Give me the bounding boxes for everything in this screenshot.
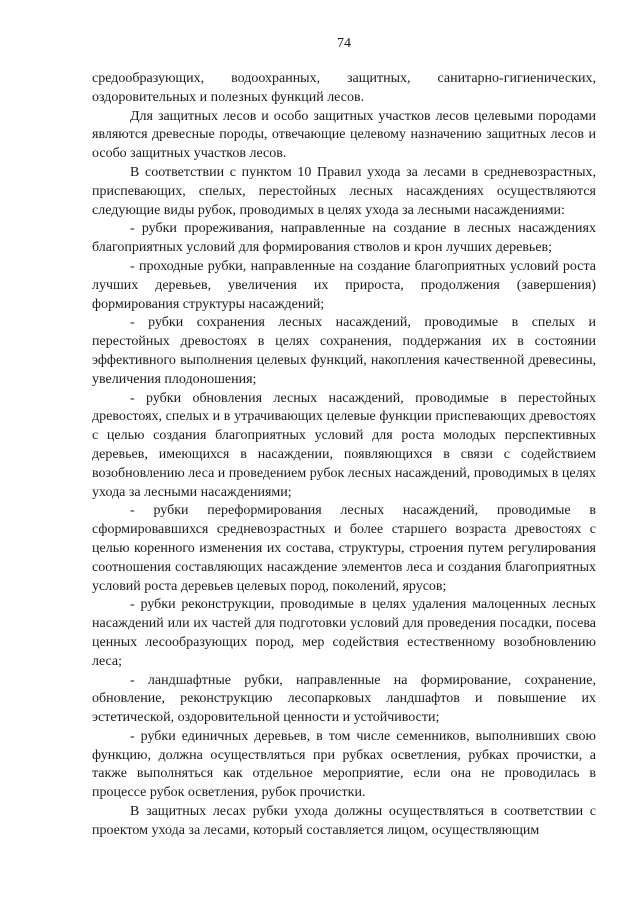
- paragraph-rules-point-10: В соответствии с пунктом 10 Правил ухода за лесами в средневозрастных, приспевающих, спелых, перестойных лесных насаждениях осуществляются следующие виды рубок, проводимых в целях ухода за лесными насаждениями:: [92, 164, 596, 218]
- list-item-preservation-cutting: - рубки сохранения лесных насаждений, проводимые в спелых и перестойных древостоях в целях сохранения, поддержания их в состоянии эффективного выполнения целевых функций, накопления качественной древесины, увеличения плодоношения;: [92, 315, 596, 387]
- list-item-passage-cutting: - проходные рубки, направленные на создание благоприятных условий роста лучших деревьев, увеличения их прироста, продолжения (завершения) формирования структуры насаждений;: [92, 258, 596, 312]
- list-item-reformation-cutting: - рубки переформирования лесных насаждений, проводимые в сформировавшихся средневозрастных и более старшего возраста древостоях с целью коренного изменения их состава, структуры, строения путем регулирования соотношения составляющих насаждение элементов леса и создания благоприятных условий роста деревьев целевых пород, поколений, ярусов;: [92, 503, 596, 594]
- document-body: [92, 70, 596, 841]
- paragraph-protective-forests: В защитных лесах рубки ухода должны осуществляться в соответствии с проектом ухода за лесами, который составляется лицом, осуществляющим: [92, 804, 596, 838]
- document-page: [92, 34, 596, 841]
- page-number: 74: [337, 36, 351, 51]
- list-item-reconstruction-cutting: - рубки реконструкции, проводимые в целях удаления малоценных лесных насаждений или их частей для подготовки условий для проведения посадки, посева ценных лесообразующих пород, мер содействия естественному возобновлению леса;: [92, 597, 596, 669]
- list-item-renewal-cutting: - рубки обновления лесных насаждений, проводимые в перестойных древостоях, спелых и в утрачивающих целевые функции приспевающих древостоях с целью создания благоприятных условий для роста молодых перспективных деревьев, имеющихся в насаждении, появляющихся в связи с содействием возобновлению леса и проведением рубок лесных насаждений, проводимых в целях ухода за лесными насаждениями;: [92, 390, 596, 500]
- paragraph-continuation: средообразующих, водоохранных, защитных, санитарно-гигиенических, оздоровительных и полезных функций лесов.: [92, 71, 596, 105]
- list-item-single-tree-cutting: - рубки единичных деревьев, в том числе семенников, выполнивших свою функцию, должна осуществляться при рубках осветления, рубках прочистки, а также выполняться как отдельное мероприятие, если она не проводилась в процессе рубок осветления, рубок прочистки.: [92, 728, 596, 801]
- paragraph-target-species: Для защитных лесов и особо защитных участков лесов целевыми породами являются древесные породы, отвечающие целевому назначению защитных лесов и особо защитных участков лесов.: [92, 108, 596, 162]
- list-item-thinning: - рубки прореживания, направленные на создание в лесных насаждениях благоприятных условий для формирования стволов и крон лучших деревьев;: [92, 221, 596, 256]
- list-item-landscape-cutting: - ландшафтные рубки, направленные на формирование, сохранение, обновление, реконструкцию лесопарковых ландшафтов и повышение их эстетической, оздоровительной ценности и устойчивости;: [92, 672, 596, 726]
